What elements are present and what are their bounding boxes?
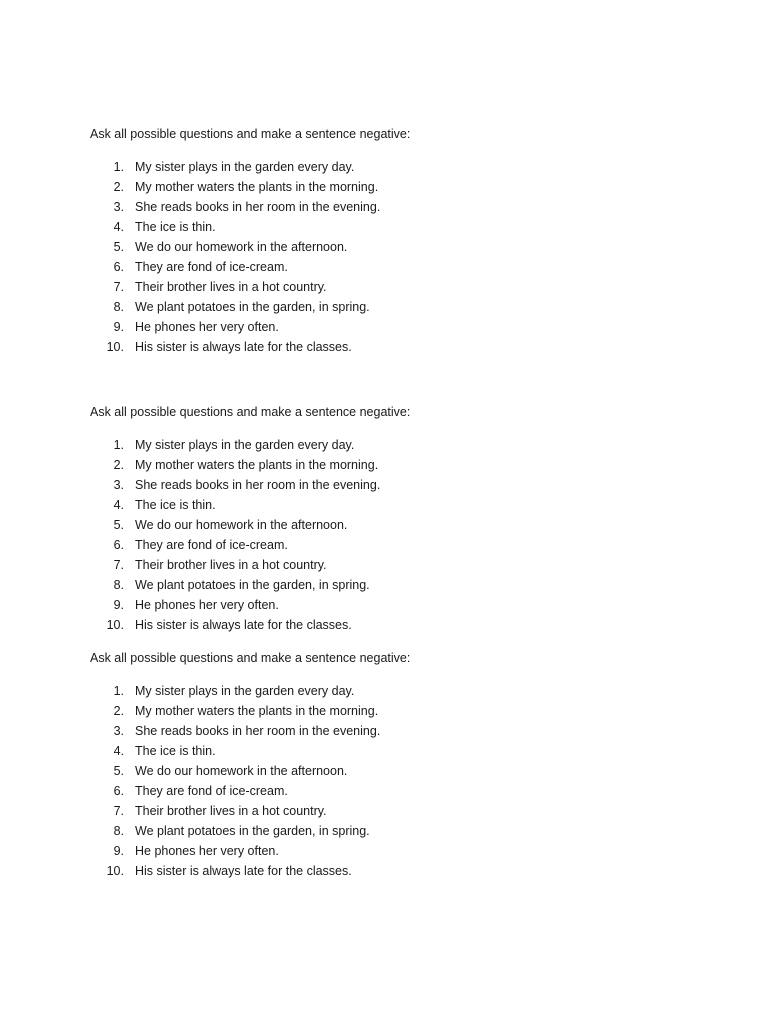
exercise-instruction: Ask all possible questions and make a sentence negative: [90, 127, 411, 141]
item-number: 2. [113, 458, 124, 472]
item-text: He phones her very often. [135, 844, 279, 858]
list-item [90, 319, 690, 339]
list-item [90, 159, 690, 179]
list-item [90, 219, 690, 239]
item-number: 4. [113, 220, 124, 234]
item-number: 6. [113, 784, 124, 798]
exercise-section [90, 650, 690, 883]
item-text: Their brother lives in a hot country. [135, 804, 327, 818]
list-item [90, 199, 690, 219]
list-item [90, 299, 690, 319]
exercise-instruction: Ask all possible questions and make a sentence negative: [90, 405, 411, 419]
item-number: 5. [113, 764, 124, 778]
item-text: We plant potatoes in the garden, in spring. [135, 578, 370, 592]
item-text: She reads books in her room in the evening. [135, 724, 381, 738]
item-text: He phones her very often. [135, 320, 279, 334]
item-number: 6. [113, 538, 124, 552]
item-text: My sister plays in the garden every day. [135, 438, 355, 452]
item-number: 8. [113, 578, 124, 592]
list-item [90, 239, 690, 259]
item-number: 9. [113, 320, 124, 334]
list-item [90, 803, 690, 823]
item-number: 3. [113, 200, 124, 214]
item-number: 1. [113, 438, 124, 452]
item-text: They are fond of ice-cream. [135, 260, 288, 274]
item-text: His sister is always late for the classes. [135, 864, 352, 878]
list-item [90, 763, 690, 783]
item-number: 1. [113, 160, 124, 174]
item-text: He phones her very often. [135, 598, 279, 612]
item-text: My mother waters the plants in the morning. [135, 704, 379, 718]
item-text: She reads books in her room in the evening. [135, 478, 381, 492]
list-item [90, 723, 690, 743]
list-item [90, 743, 690, 763]
exercise-section [90, 404, 690, 637]
item-number: 9. [113, 598, 124, 612]
item-number: 8. [113, 300, 124, 314]
list-item [90, 703, 690, 723]
exercise-section [90, 126, 690, 359]
item-text: My sister plays in the garden every day. [135, 160, 355, 174]
item-text: They are fond of ice-cream. [135, 784, 288, 798]
list-item [90, 457, 690, 477]
item-text: The ice is thin. [135, 744, 216, 758]
list-item [90, 477, 690, 497]
list-item [90, 497, 690, 517]
list-item [90, 843, 690, 863]
item-text: Their brother lives in a hot country. [135, 280, 327, 294]
list-item [90, 683, 690, 703]
exercise-instruction: Ask all possible questions and make a sentence negative: [90, 651, 411, 665]
sentence-list [90, 159, 690, 359]
item-number: 4. [113, 498, 124, 512]
list-item [90, 557, 690, 577]
list-item [90, 783, 690, 803]
item-number: 4. [113, 744, 124, 758]
item-text: My mother waters the plants in the morning. [135, 180, 379, 194]
item-number: 2. [113, 704, 124, 718]
item-number: 7. [113, 804, 124, 818]
item-number: 9. [113, 844, 124, 858]
list-item [90, 279, 690, 299]
item-text: My mother waters the plants in the morning. [135, 458, 379, 472]
item-text: Their brother lives in a hot country. [135, 558, 327, 572]
item-number: 8. [113, 824, 124, 838]
list-item [90, 823, 690, 843]
item-number: 3. [113, 724, 124, 738]
list-item [90, 597, 690, 617]
item-text: They are fond of ice-cream. [135, 538, 288, 552]
list-item [90, 259, 690, 279]
item-text: We do our homework in the afternoon. [135, 240, 348, 254]
item-text: We plant potatoes in the garden, in spring. [135, 300, 370, 314]
item-number: 5. [113, 240, 124, 254]
item-text: We do our homework in the afternoon. [135, 764, 348, 778]
sentence-list [90, 683, 690, 883]
item-number: 7. [113, 558, 124, 572]
item-number: 2. [113, 180, 124, 194]
list-item [90, 179, 690, 199]
item-number: 10. [106, 618, 124, 632]
item-text: The ice is thin. [135, 220, 216, 234]
list-item [90, 537, 690, 557]
item-number: 7. [113, 280, 124, 294]
list-item [90, 577, 690, 597]
list-item [90, 437, 690, 457]
item-text: She reads books in her room in the evening. [135, 200, 381, 214]
sentence-list [90, 437, 690, 637]
item-number: 1. [113, 684, 124, 698]
item-text: His sister is always late for the classes. [135, 618, 352, 632]
item-text: The ice is thin. [135, 498, 216, 512]
item-text: My sister plays in the garden every day. [135, 684, 355, 698]
item-number: 10. [106, 864, 124, 878]
item-number: 6. [113, 260, 124, 274]
list-item [90, 517, 690, 537]
item-number: 5. [113, 518, 124, 532]
list-item [90, 617, 690, 637]
item-number: 10. [106, 340, 124, 354]
list-item [90, 863, 690, 883]
item-text: We plant potatoes in the garden, in spring. [135, 824, 370, 838]
list-item [90, 339, 690, 359]
item-number: 3. [113, 478, 124, 492]
item-text: We do our homework in the afternoon. [135, 518, 348, 532]
item-text: His sister is always late for the classes. [135, 340, 352, 354]
